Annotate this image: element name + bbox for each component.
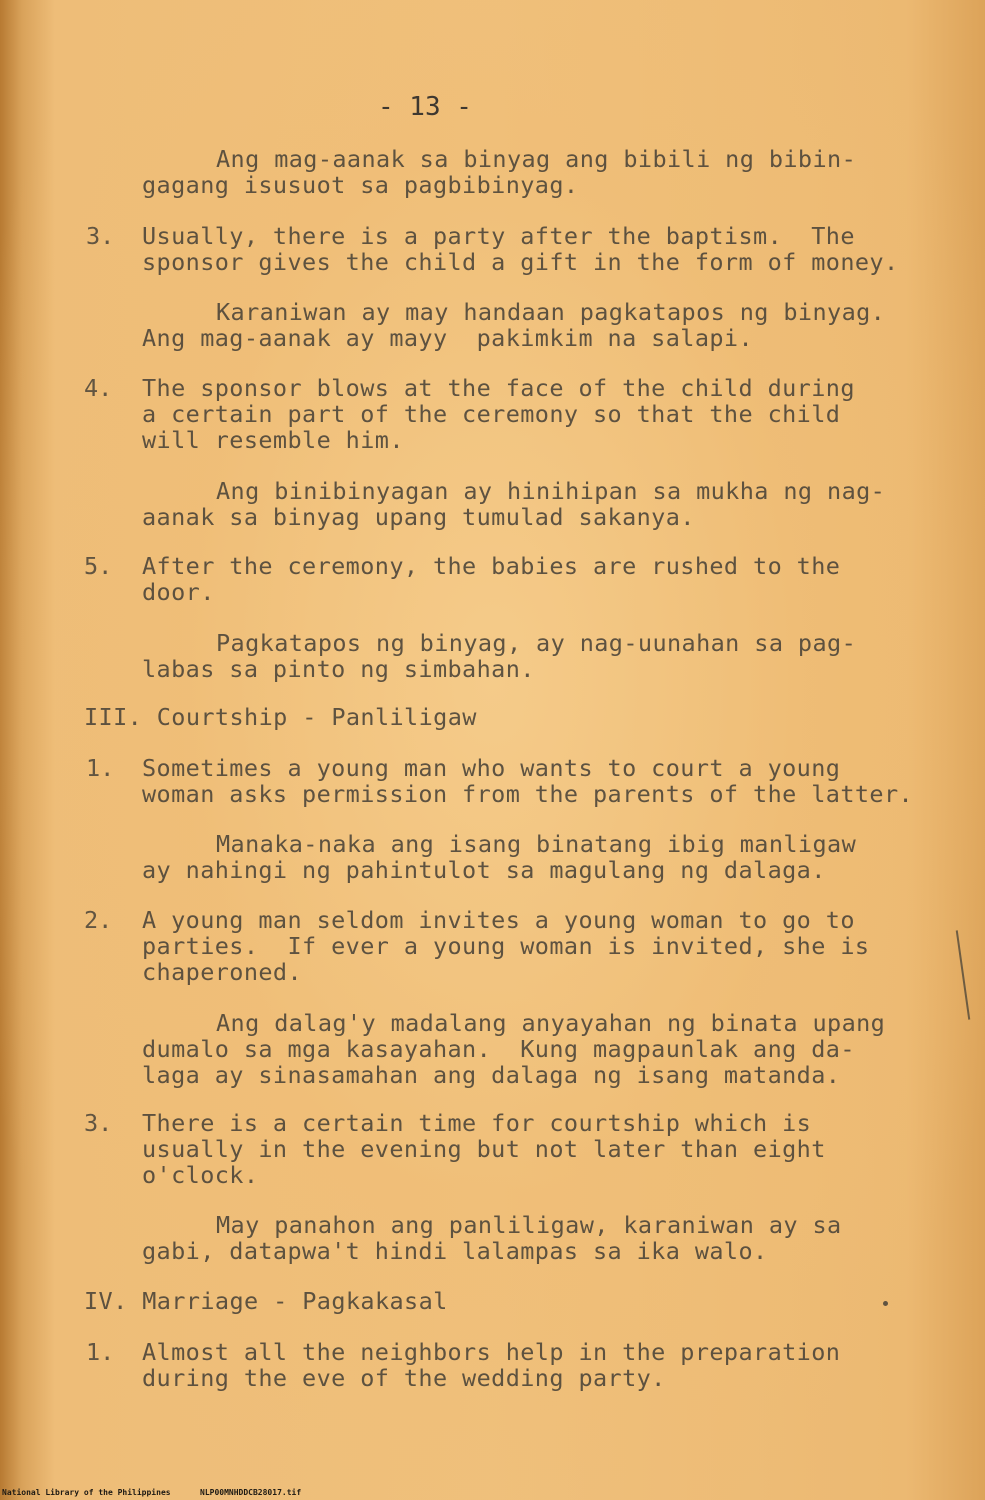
paragraph-line: during the eve of the wedding party. xyxy=(142,1364,666,1392)
item-number: 5. xyxy=(84,552,113,580)
paragraph-line: labas sa pinto ng simbahan. xyxy=(142,655,535,683)
paragraph-line: usually in the evening but not later than eight xyxy=(142,1135,826,1163)
paragraph-line: The sponsor blows at the face of the child during xyxy=(142,374,855,402)
paragraph-line: May panahon ang panliligaw, karaniwan ay sa xyxy=(216,1211,842,1239)
paragraph-line: ay nahingi ng pahintulot sa magulang ng dalaga. xyxy=(142,856,826,884)
item-number: 1. xyxy=(86,754,115,782)
pencil-mark xyxy=(956,930,971,1019)
paragraph-line: a certain part of the ceremony so that the child xyxy=(142,400,841,428)
paragraph-line: Ang dalag'y madalang anyayahan ng binata upang xyxy=(216,1009,886,1037)
item-number: 3. xyxy=(84,1109,113,1137)
page-number: - 13 - xyxy=(378,92,472,122)
footer-filename: NLP00MNHDDCB28017.tif xyxy=(200,1488,302,1497)
paragraph-line: Usually, there is a party after the baptism. The xyxy=(142,222,855,250)
paragraph-line: Sometimes a young man who wants to court a young xyxy=(142,754,841,782)
paragraph-line: laga ay sinasamahan ang dalaga ng isang matanda. xyxy=(142,1061,841,1089)
ink-dot xyxy=(883,1301,888,1306)
paragraph-line: gagang isusuot sa pagbibinyag. xyxy=(142,171,579,199)
paragraph-line: Karaniwan ay may handaan pagkatapos ng binyag. xyxy=(216,298,886,326)
item-number: 4. xyxy=(84,374,113,402)
paragraph-line: Almost all the neighbors help in the preparation xyxy=(142,1338,841,1366)
section-heading: III. Courtship - Panliligaw xyxy=(84,703,477,731)
paragraph-line: Ang binibinyagan ay hinihipan sa mukha ng nag- xyxy=(216,477,886,505)
paragraph-line: gabi, datapwa't hindi lalampas sa ika walo. xyxy=(142,1237,768,1265)
paragraph-line: After the ceremony, the babies are rushed to the xyxy=(142,552,841,580)
item-number: 3. xyxy=(86,222,115,250)
paragraph-line: o'clock. xyxy=(142,1161,259,1189)
paragraph-line: parties. If ever a young woman is invited, she is xyxy=(142,932,870,960)
item-number: 1. xyxy=(86,1338,115,1366)
paragraph-line: Ang mag-aanak ay mayy pakimkim na salapi. xyxy=(142,324,754,352)
paragraph-line: Ang mag-aanak sa binyag ang bibili ng bibin- xyxy=(216,145,857,173)
paragraph-line: will resemble him. xyxy=(142,426,404,454)
paragraph-line: chaperoned. xyxy=(142,958,303,986)
paragraph-line: sponsor gives the child a gift in the form of money. xyxy=(142,248,899,276)
footer-library-name: National Library of the Philippines xyxy=(2,1488,171,1497)
paragraph-line: Pagkatapos ng binyag, ay nag-uunahan sa pag- xyxy=(216,629,857,657)
item-number: 2. xyxy=(84,906,113,934)
paragraph-line: A young man seldom invites a young woman to go to xyxy=(142,906,855,934)
paragraph-line: door. xyxy=(142,578,215,606)
paragraph-line: aanak sa binyag upang tumulad sakanya. xyxy=(142,503,695,531)
paragraph-line: Manaka-naka ang isang binatang ibig manligaw xyxy=(216,830,857,858)
paragraph-line: dumalo sa mga kasayahan. Kung magpaunlak ang da- xyxy=(142,1035,855,1063)
paragraph-line: woman asks permission from the parents of the latter. xyxy=(142,780,914,808)
paragraph-line: There is a certain time for courtship which is xyxy=(142,1109,812,1137)
section-heading: IV. Marriage - Pagkakasal xyxy=(84,1287,448,1315)
